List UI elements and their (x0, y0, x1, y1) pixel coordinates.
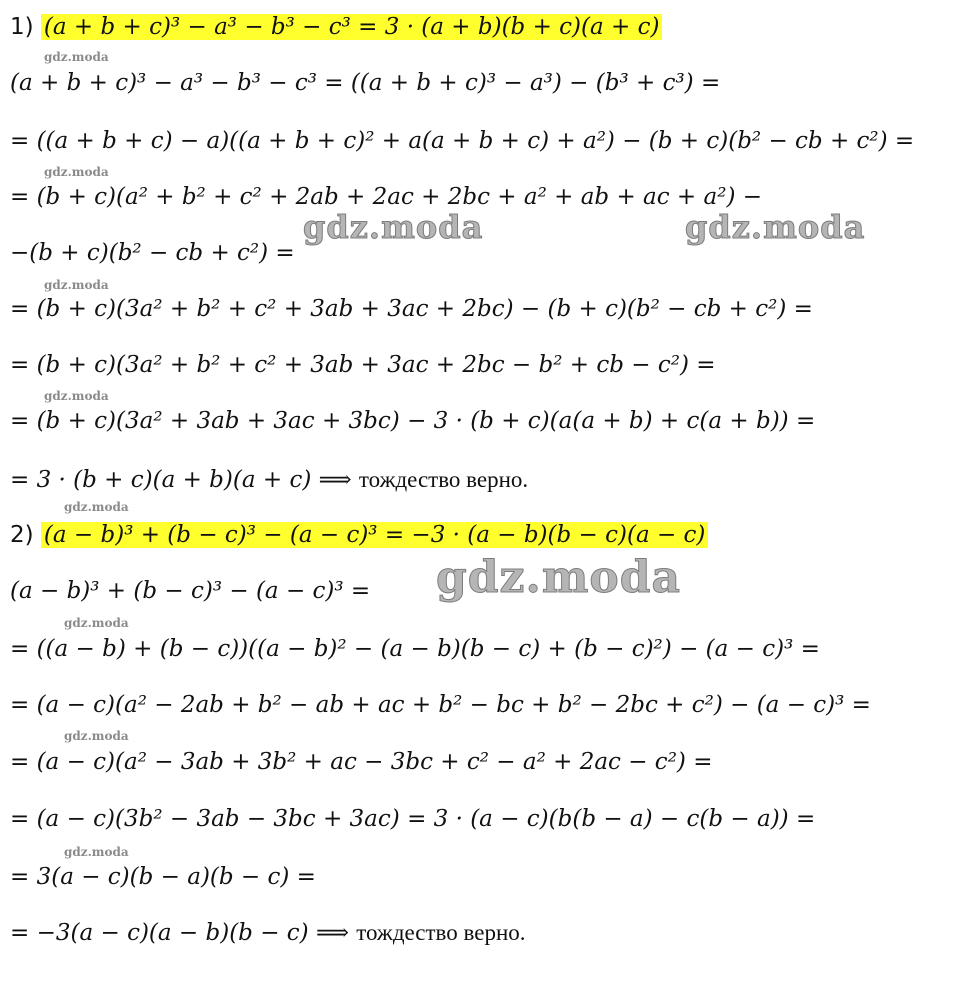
problem-2-number: 2) (10, 522, 34, 548)
p1-final-line (10, 465, 528, 495)
problem-2-header (10, 520, 708, 550)
p2-line-1: (a − b)³ + (b − c)³ − (a − c)³ = (10, 578, 371, 604)
p2-line-3: = (a − c)(a² − 2ab + b² − ab + ac + b² − bc + b² − 2bc + c²) − (a − c)³ = (10, 692, 871, 718)
p1-line-4: −(b + c)(b² − cb + c²) = (10, 240, 295, 266)
problem-1-header (10, 12, 662, 42)
p2-line-6: = 3(a − c)(b − a)(b − c) = (10, 864, 316, 890)
p1-final-text: тождество верно. (358, 467, 529, 492)
p2-final-text: тождество верно. (356, 920, 526, 945)
watermark-small: gdz.moda (64, 616, 129, 630)
p1-line-3: = (b + c)(a² + b² + c² + 2ab + 2ac + 2bc + a² + ab + ac + a²) − (10, 184, 763, 210)
watermark-small: gdz.moda (44, 389, 109, 403)
problem-1-statement: (a + b + c)³ − a³ − b³ − c³ = 3 · (a + b)(b + c)(a + c) (41, 14, 663, 40)
p2-line-5: = (a − c)(3b² − 3ab − 3bc + 3ac) = 3 · (a − c)(b(b − a) − c(b − a)) = (10, 806, 816, 832)
p1-line-6: = (b + c)(3a² + b² + c² + 3ab + 3ac + 2bc − b² + cb − c²) = (10, 352, 716, 378)
watermark-large: gdz.moda (436, 552, 682, 603)
problem-2-statement: (a − b)³ + (b − c)³ − (a − c)³ = −3 · (a − b)(b − c)(a − c) (41, 522, 709, 548)
p1-line-1: (a + b + c)³ − a³ − b³ − c³ = ((a + b + c)³ − a³) − (b³ + c³) = (10, 70, 721, 96)
p1-line-7: = (b + c)(3a² + 3ab + 3ac + 3bc) − 3 · (b + c)(a(a + b) + c(a + b)) = (10, 408, 816, 434)
watermark-large: gdz.moda (685, 208, 866, 246)
watermark-large: gdz.moda (303, 208, 484, 246)
p2-line-2: = ((a − b) + (b − c))((a − b)² − (a − b)(b − c) + (b − c)²) − (a − c)³ = (10, 636, 820, 662)
watermark-small: gdz.moda (64, 729, 129, 743)
watermark-small: gdz.moda (44, 50, 109, 64)
watermark-small: gdz.moda (44, 278, 109, 292)
p1-final-math: = 3 · (b + c)(a + b)(a + c) ⟹ (10, 467, 352, 493)
p2-final-line (10, 918, 526, 948)
p2-line-4: = (a − c)(a² − 3ab + 3b² + ac − 3bc + c² − a² + 2ac − c²) = (10, 749, 713, 775)
problem-1-number: 1) (10, 14, 34, 40)
p1-line-2: = ((a + b + c) − a)((a + b + c)² + a(a + b + c) + a²) − (b + c)(b² − cb + c²) = (10, 128, 915, 154)
watermark-small: gdz.moda (44, 165, 109, 179)
p2-final-math: = −3(a − c)(a − b)(b − c) ⟹ (10, 920, 349, 946)
watermark-small: gdz.moda (64, 500, 129, 514)
watermark-small: gdz.moda (64, 845, 129, 859)
p1-line-5: = (b + c)(3a² + b² + c² + 3ab + 3ac + 2bc) − (b + c)(b² − cb + c²) = (10, 296, 813, 322)
